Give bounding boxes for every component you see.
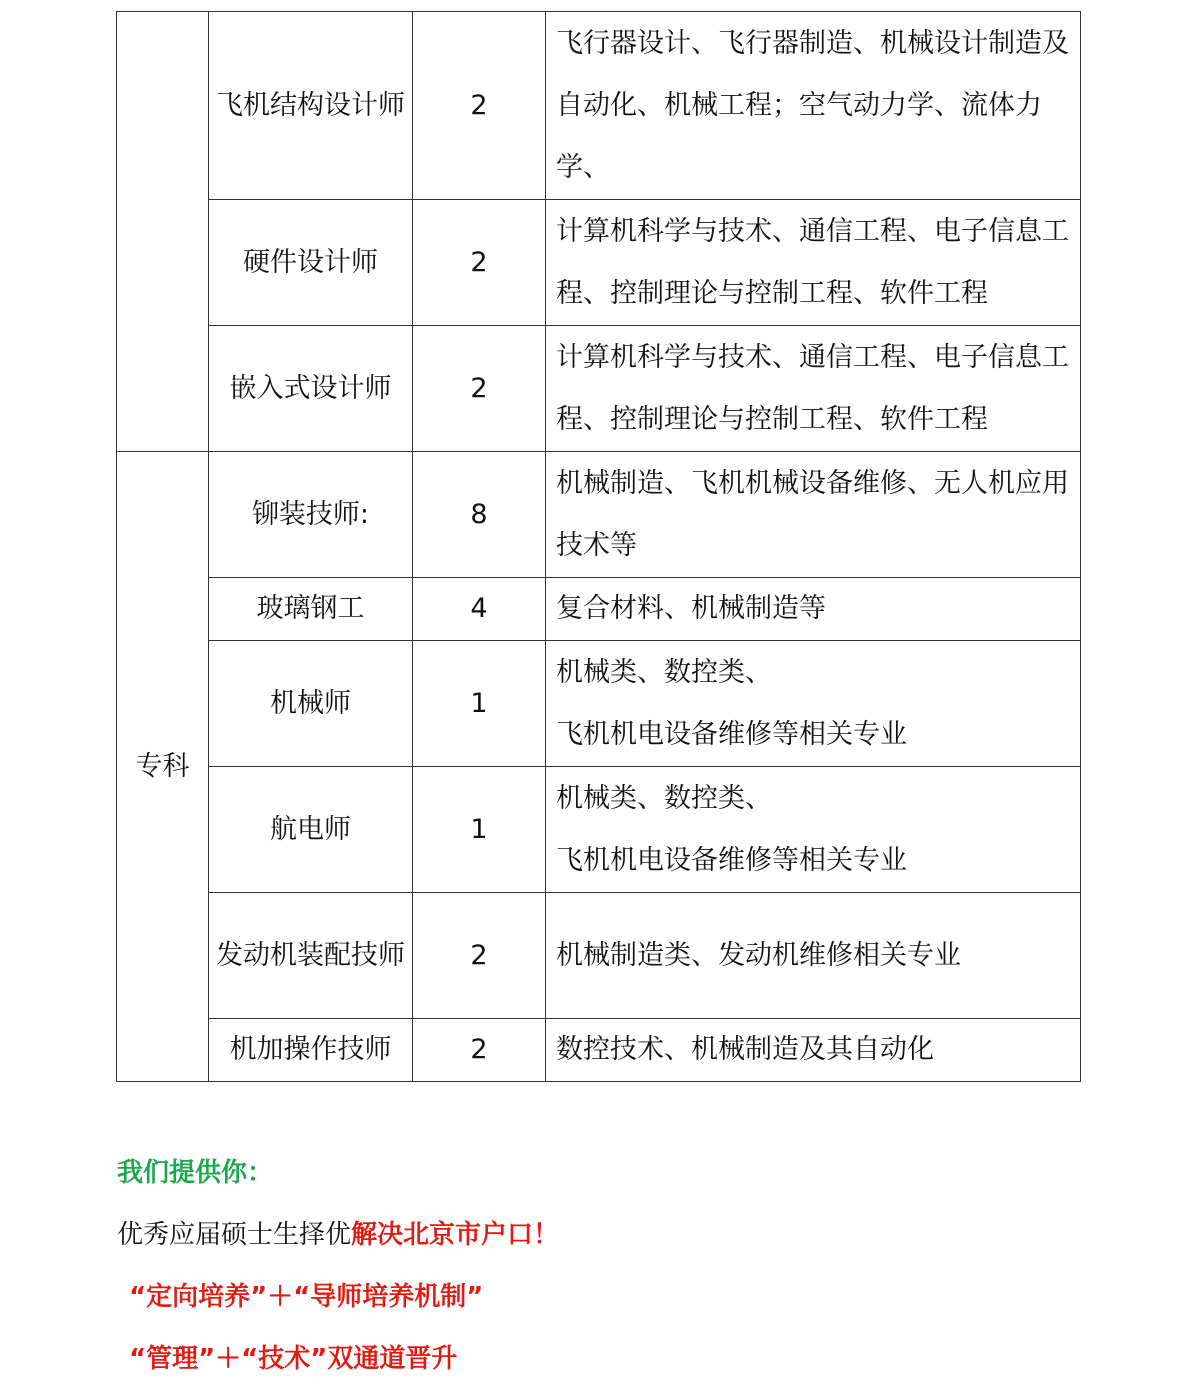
- majors-cell: 飞行器设计、飞行器制造、机械设计制造及自动化、机械工程；空气动力学、流体力学、: [546, 12, 1081, 200]
- offer-highlight: 解决北京市户口！: [351, 1220, 560, 1250]
- majors-cell: [546, 767, 1081, 893]
- count-cell: 1: [413, 767, 546, 893]
- offer-line-hukou: [117, 1204, 559, 1266]
- position-cell: 硬件设计师: [209, 200, 413, 326]
- majors-cell: 数控技术、机械制造及其自动化: [546, 1019, 1081, 1082]
- category-cell: [117, 12, 209, 452]
- count-cell: 8: [413, 452, 546, 578]
- recruitment-table: [116, 11, 1081, 1082]
- table-row: [117, 578, 1081, 641]
- offer-line-promotion: “管理”＋“技术”双通道晋升: [129, 1344, 458, 1374]
- table-row: [117, 767, 1081, 893]
- majors-line: 飞机机电设备维修等相关专业: [556, 844, 907, 876]
- position-cell: 航电师: [209, 767, 413, 893]
- majors-cell: 复合材料、机械制造等: [546, 578, 1081, 641]
- count-cell: 1: [413, 641, 546, 767]
- count-cell: 2: [413, 200, 546, 326]
- count-cell: 2: [413, 12, 546, 200]
- position-cell: 机械师: [209, 641, 413, 767]
- offer-heading: 我们提供你：: [117, 1158, 274, 1188]
- table-row: [117, 641, 1081, 767]
- majors-cell: 机械制造类、发动机维修相关专业: [546, 893, 1081, 1019]
- majors-cell: 机械制造、飞机机械设备维修、无人机应用技术等: [546, 452, 1081, 578]
- majors-line: 机械类、数控类、: [556, 656, 772, 688]
- majors-cell: 计算机科学与技术、通信工程、电子信息工程、控制理论与控制工程、软件工程: [546, 200, 1081, 326]
- table-row: [117, 12, 1081, 200]
- table-row: [117, 893, 1081, 1019]
- table-row: [117, 326, 1081, 452]
- offer-line-training: “定向培养”＋“导师培养机制”: [129, 1282, 484, 1312]
- table-row: [117, 452, 1081, 578]
- category-cell-zhuanke: 专科: [117, 452, 209, 1082]
- position-cell: 飞机结构设计师: [209, 12, 413, 200]
- position-cell: 铆装技师:: [209, 452, 413, 578]
- count-cell: 4: [413, 578, 546, 641]
- offer-text: 优秀应届硕士生择优: [117, 1220, 352, 1250]
- position-cell: 机加操作技师: [209, 1019, 413, 1082]
- position-cell: 玻璃钢工: [209, 578, 413, 641]
- position-cell: 发动机装配技师: [209, 893, 413, 1019]
- majors-cell: 计算机科学与技术、通信工程、电子信息工程、控制理论与控制工程、软件工程: [546, 326, 1081, 452]
- count-cell: 2: [413, 326, 546, 452]
- position-cell: 嵌入式设计师: [209, 326, 413, 452]
- offer-section: [117, 1142, 559, 1390]
- table-row: [117, 1019, 1081, 1082]
- table-row: [117, 200, 1081, 326]
- majors-cell: [546, 641, 1081, 767]
- majors-line: 机械类、数控类、: [556, 782, 772, 814]
- count-cell: 2: [413, 1019, 546, 1082]
- majors-line: 飞机机电设备维修等相关专业: [556, 718, 907, 750]
- count-cell: 2: [413, 893, 546, 1019]
